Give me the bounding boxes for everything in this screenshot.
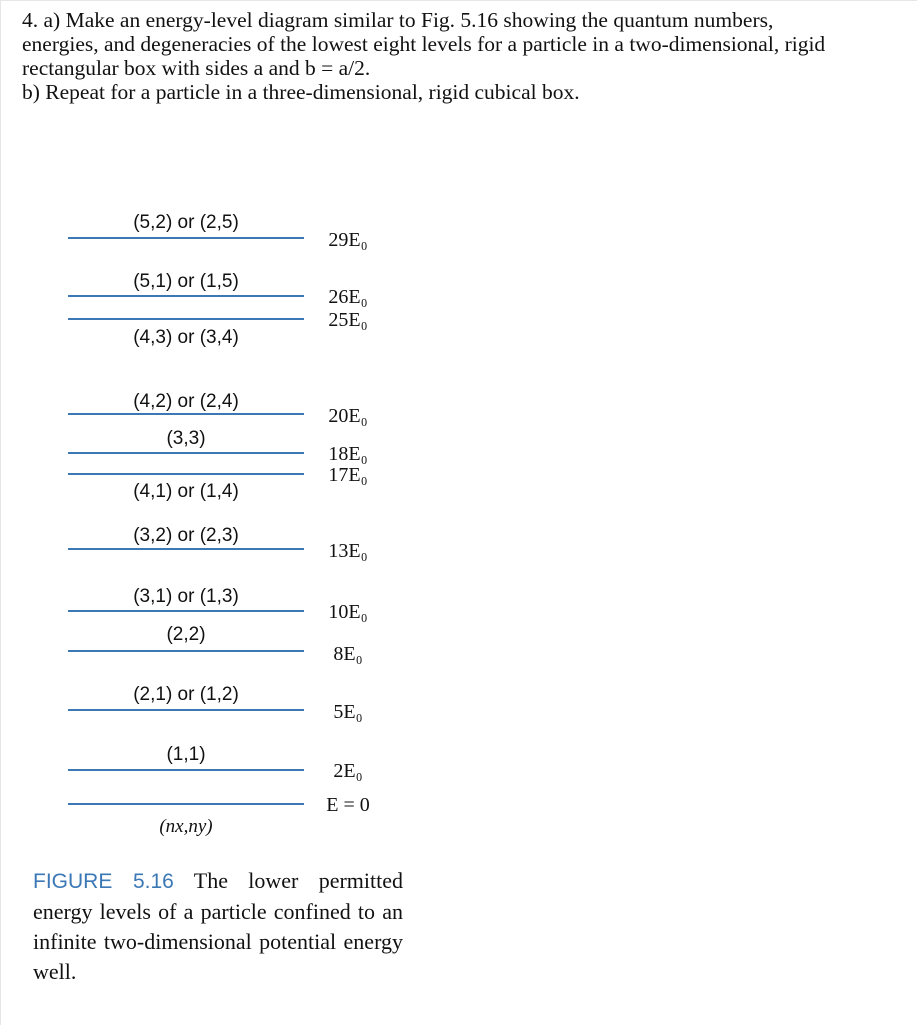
energy-label: 10E₀ <box>328 601 368 623</box>
quantum-label: (1,1) <box>166 744 206 765</box>
quantum-label: (4,2) or (2,4) <box>133 391 239 412</box>
energy-label: 17E₀ <box>328 464 368 486</box>
quantum-label: (4,3) or (3,4) <box>133 327 239 348</box>
quantum-axis-label: (nx,ny) <box>159 816 213 837</box>
level-line-20 <box>68 413 304 415</box>
level-line-8 <box>68 650 304 652</box>
energy-label: 18E₀ <box>328 443 368 465</box>
level-line-25 <box>68 318 304 320</box>
level-line-10 <box>68 610 304 612</box>
energy-label: 20E₀ <box>328 405 368 427</box>
quantum-label: (4,1) or (1,4) <box>133 481 239 502</box>
problem-line-1: 4. a) Make an energy-level diagram similar to Fig. 5.16 showing the quantum numbers, <box>22 8 774 32</box>
level-line-18 <box>68 452 304 454</box>
quantum-label: (3,3) <box>166 428 206 449</box>
energy-label: 8E₀ <box>333 643 363 665</box>
level-line-13 <box>68 548 304 550</box>
level-line-0 <box>68 803 304 805</box>
level-line-2 <box>68 769 304 771</box>
level-line-5 <box>68 709 304 711</box>
quantum-label: (2,1) or (1,2) <box>133 684 239 705</box>
energy-label: 2E₀ <box>333 760 363 782</box>
problem-line-3: rectangular box with sides a and b = a/2. <box>22 56 371 80</box>
level-line-29 <box>68 237 304 239</box>
quantum-label: (3,1) or (1,3) <box>133 586 239 607</box>
quantum-label: (5,2) or (2,5) <box>133 212 239 233</box>
caption-text: The lower permitted energy levels of a particle confined to an infinite two-dimensional potential energy well. <box>33 868 403 984</box>
quantum-label: (3,2) or (2,3) <box>133 525 239 546</box>
quantum-label: (2,2) <box>166 624 206 645</box>
energy-label: 5E₀ <box>333 701 363 723</box>
problem-line-4: b) Repeat for a particle in a three-dimensional, rigid cubical box. <box>22 80 580 104</box>
caption-figure-number: FIGURE 5.16 <box>33 870 174 893</box>
energy-label: 13E₀ <box>328 540 368 562</box>
energy-label: 29E₀ <box>328 229 368 251</box>
energy-label: 25E₀ <box>328 309 368 331</box>
energy-label: 26E₀ <box>328 286 368 308</box>
level-line-26 <box>68 295 304 297</box>
problem-line-2: energies, and degeneracies of the lowest eight levels for a particle in a two-dimensional, rigid <box>22 32 826 56</box>
energy-label: E = 0 <box>326 794 370 816</box>
level-line-17 <box>68 473 304 475</box>
quantum-label: (5,1) or (1,5) <box>133 271 239 292</box>
figure-caption <box>33 866 403 987</box>
